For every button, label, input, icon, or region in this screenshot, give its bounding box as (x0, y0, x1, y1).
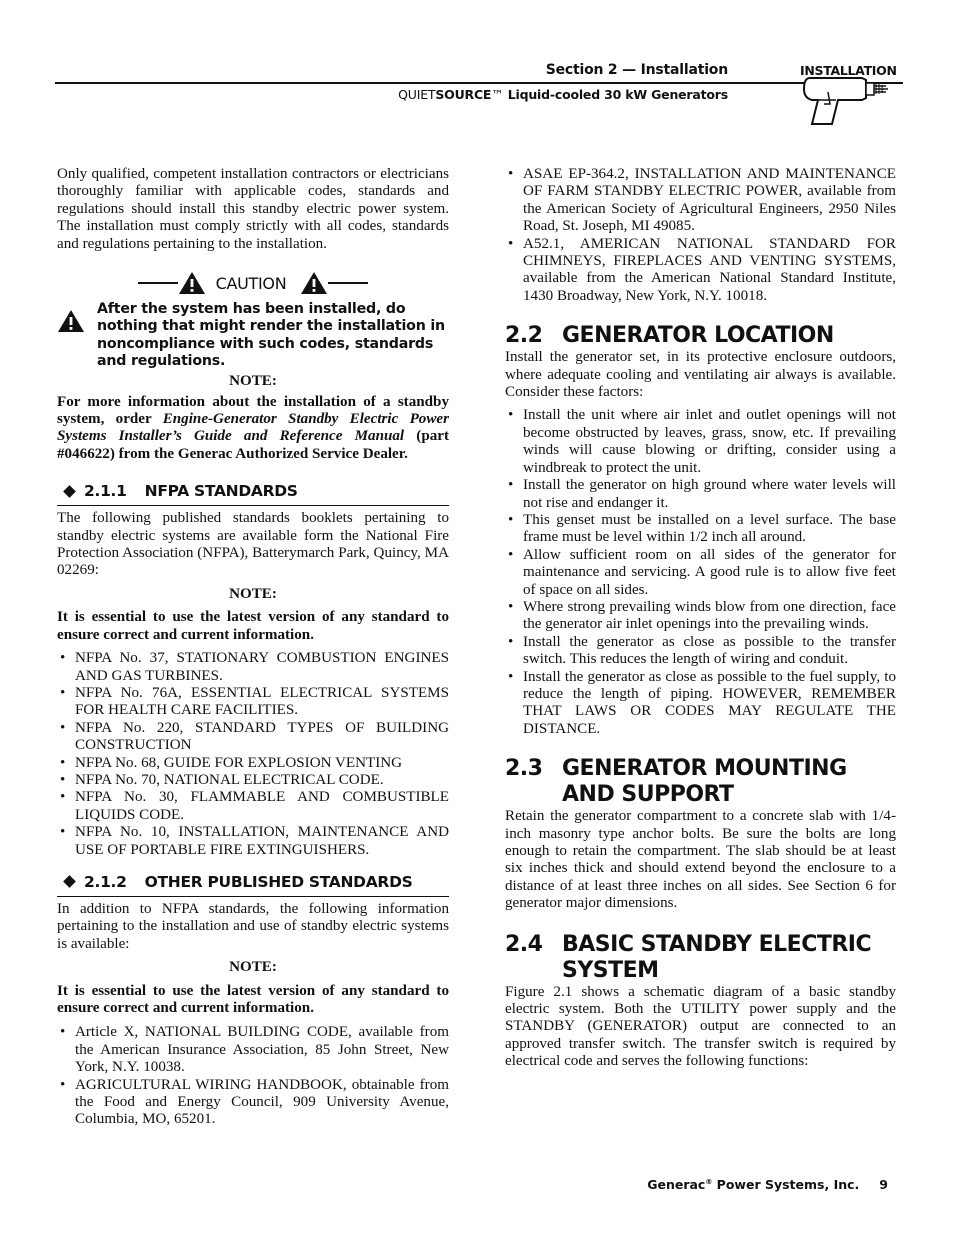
warning-triangle-icon (178, 271, 206, 295)
diamond-bullet-icon (63, 485, 76, 498)
list-item: • A52.1, AMERICAN NATIONAL STANDARD FOR CHIMNEYS, FIREPLACES AND VENTING SYSTEMS, available from the American National Standard Institute, 1430 Broadway, New York, N.Y. 10018. (505, 236, 896, 306)
section-heading-title: BASIC STANDBY ELECTRIC SYSTEM (562, 931, 872, 983)
right-column (505, 166, 896, 1071)
caution-line-right (328, 282, 368, 284)
list-item: • Where strong prevailing winds blow from one direction, face the generator air inlet openings into the prevailing winds. (505, 599, 896, 634)
list-item: • Install the generator on high ground where water levels will not rise and endanger it. (505, 477, 896, 512)
list-item: • Install the generator as close as possible to the fuel supply, to reduce the length of piping. HOWEVER, REMEMBER THAT LAWS OR CODES MAY REGULATE THE DISTANCE. (505, 669, 896, 739)
subsection-title: OTHER PUBLISHED STANDARDS (144, 872, 413, 891)
list-item: • NFPA No. 70, NATIONAL ELECTRICAL CODE. (57, 772, 449, 789)
subsection-number: 2.1.1 (84, 482, 127, 501)
caution-text: After the system has been installed, do nothing that might render the installation in noncompliance with such codes, standards and regulations. (97, 301, 445, 369)
section-heading-title: GENERATOR LOCATION (562, 323, 834, 349)
caution-label: CAUTION (215, 273, 287, 293)
caution-body (57, 301, 449, 370)
intro-paragraph: Only qualified, competent installation contractors or electricians thoroughly familiar with applicable codes, standards and regulations should install this standby electric power system. The installation must comply strictly with all codes, standards and regulations pertaining to the installation. (57, 166, 449, 252)
note-text (57, 394, 449, 464)
footer-company: Generac (647, 1177, 706, 1192)
list-item: • NFPA No. 37, STATIONARY COMBUSTION ENGINES AND GAS TURBINES. (57, 650, 449, 685)
section-heading-title: GENERATOR MOUNTING AND SUPPORT (562, 756, 847, 808)
other-standards-list-cont (505, 166, 896, 305)
mounting-text: Retain the generator compartment to a concrete slab with 1/4-inch masonry type anchor bolts. Be sure the bolts are long enough to retain the compartment. The slab should be at least six inches thick and should extend beyond the enclosure to a distance of at least three inches on all sides. See Section 6 for generator major dimensions. (505, 808, 896, 912)
section-heading-2-3 (505, 756, 896, 808)
product-title-rest: Liquid-cooled 30 kW Generators (503, 87, 728, 102)
list-item: • Install the generator as close as possible to the transfer switch. This reduces the length of wiring and conduit. (505, 634, 896, 669)
location-factors-list (505, 407, 896, 738)
nfpa-list (57, 650, 449, 859)
caution-line-left (138, 282, 178, 284)
page-number: 9 (879, 1177, 888, 1192)
manual-title: Engine-Generator Standby Electric Power Systems Installer’s Guide and Reference Manual (57, 411, 449, 445)
note-text: It is essential to use the latest version of any standard to ensure correct and current information. (57, 982, 449, 1016)
header-rule (55, 82, 903, 84)
subsection-heading-2-1-2 (57, 873, 449, 897)
section-heading-2-4 (505, 932, 896, 984)
list-item: • NFPA No. 10, INSTALLATION, MAINTENANCE AND USE OF PORTABLE FIRE EXTINGUISHERS. (57, 824, 449, 859)
caution-header (57, 271, 449, 295)
other-standards-list (57, 1024, 449, 1128)
nfpa-intro: The following published standards booklets pertaining to standby electric systems are available form the National Fire Protection Association (NFPA), Batterymarch Park, Quincy, MA 02269: (57, 510, 449, 579)
note-heading: NOTE: (229, 585, 277, 602)
page-footer (647, 1177, 888, 1192)
section-number: 2.3 (505, 756, 543, 782)
list-item: • Allow sufficient room on all sides of the generator for maintenance and servicing. A good rule is to allow five feet of space on all sides. (505, 547, 896, 599)
location-intro: Install the generator set, in its protective enclosure outdoors, where adequate cooling and ventilating air always is available. Consider these factors: (505, 349, 896, 401)
diamond-bullet-icon (63, 876, 76, 889)
warning-triangle-icon (300, 271, 328, 295)
section-title: Section 2 — Installation (545, 62, 728, 78)
drill-icon (800, 74, 890, 130)
list-item: • Article X, NATIONAL BUILDING CODE, available from the American Insurance Association, 85 John Street, New York, N.Y. 10038. (57, 1024, 449, 1076)
subsection-title: NFPA STANDARDS (144, 482, 298, 501)
section-number: 2.4 (505, 931, 543, 957)
standby-system-text: Figure 2.1 shows a schematic diagram of a basic standby electric system. Both the UTILITY power supply and the STANDBY (GENERATOR) output are connected to an approved transfer switch. The transfer switch is required by electrical code and serves the following functions: (505, 983, 896, 1070)
note-heading: NOTE: (229, 959, 277, 976)
note-text-part: For more information about the installation of a standby system, order (57, 393, 449, 428)
list-item: • ASAE EP-364.2, INSTALLATION AND MAINTENANCE OF FARM STANDBY ELECTRIC POWER, available from the American Society of Agricultural Engineers, 2950 Niles Road, St. Joseph, MI 49085. (505, 166, 896, 236)
product-title (398, 87, 728, 102)
list-item: • NFPA No. 220, STANDARD TYPES OF BUILDING CONSTRUCTION (57, 720, 449, 755)
subsection-number: 2.1.2 (84, 872, 127, 891)
section-heading-2-2 (505, 323, 896, 349)
note-heading: NOTE: (229, 373, 277, 390)
section-number: 2.2 (505, 323, 543, 349)
note-text: It is essential to use the latest version of any standard to ensure correct and current information. (57, 609, 449, 643)
list-item: • Install the unit where air inlet and outlet openings will not become obstructed by leaves, grass, snow, etc. If prevailing winds will cause blowing or drifting, consider using a windbreak to protect the unit. (505, 407, 896, 477)
other-standards-intro: In addition to NFPA standards, the following information pertaining to the installation and use of standby electric systems is available: (57, 900, 449, 952)
note-text-part: (part #046622) from the Generac Authorized Service Dealer. (57, 428, 449, 462)
list-item: • NFPA No. 30, FLAMMABLE AND COMBUSTIBLE LIQUIDS CODE. (57, 789, 449, 824)
subsection-heading-2-1-1 (57, 482, 449, 506)
list-item: • This genset must be installed on a level surface. The base frame must be level within 1/2 inch all around. (505, 512, 896, 547)
left-column (57, 166, 449, 1129)
trademark-symbol: ™ (491, 87, 504, 102)
list-item: • NFPA No. 68, GUIDE FOR EXPLOSION VENTING (57, 755, 449, 772)
list-item: • NFPA No. 76A, ESSENTIAL ELECTRICAL SYSTEMS FOR HEALTH CARE FACILITIES. (57, 685, 449, 720)
list-item: • AGRICULTURAL WIRING HANDBOOK, obtainable from the Food and Energy Council, 909 University Avenue, Columbia, MO, 65201. (57, 1077, 449, 1129)
product-title-bold: SOURCE (435, 87, 492, 102)
section-tab-label: INSTALLATION (800, 63, 897, 78)
footer-company-rest: Power Systems, Inc. (712, 1177, 860, 1192)
warning-triangle-icon (57, 309, 85, 333)
registered-mark: ® (705, 1177, 713, 1186)
product-title-plain: QUIET (398, 87, 436, 102)
